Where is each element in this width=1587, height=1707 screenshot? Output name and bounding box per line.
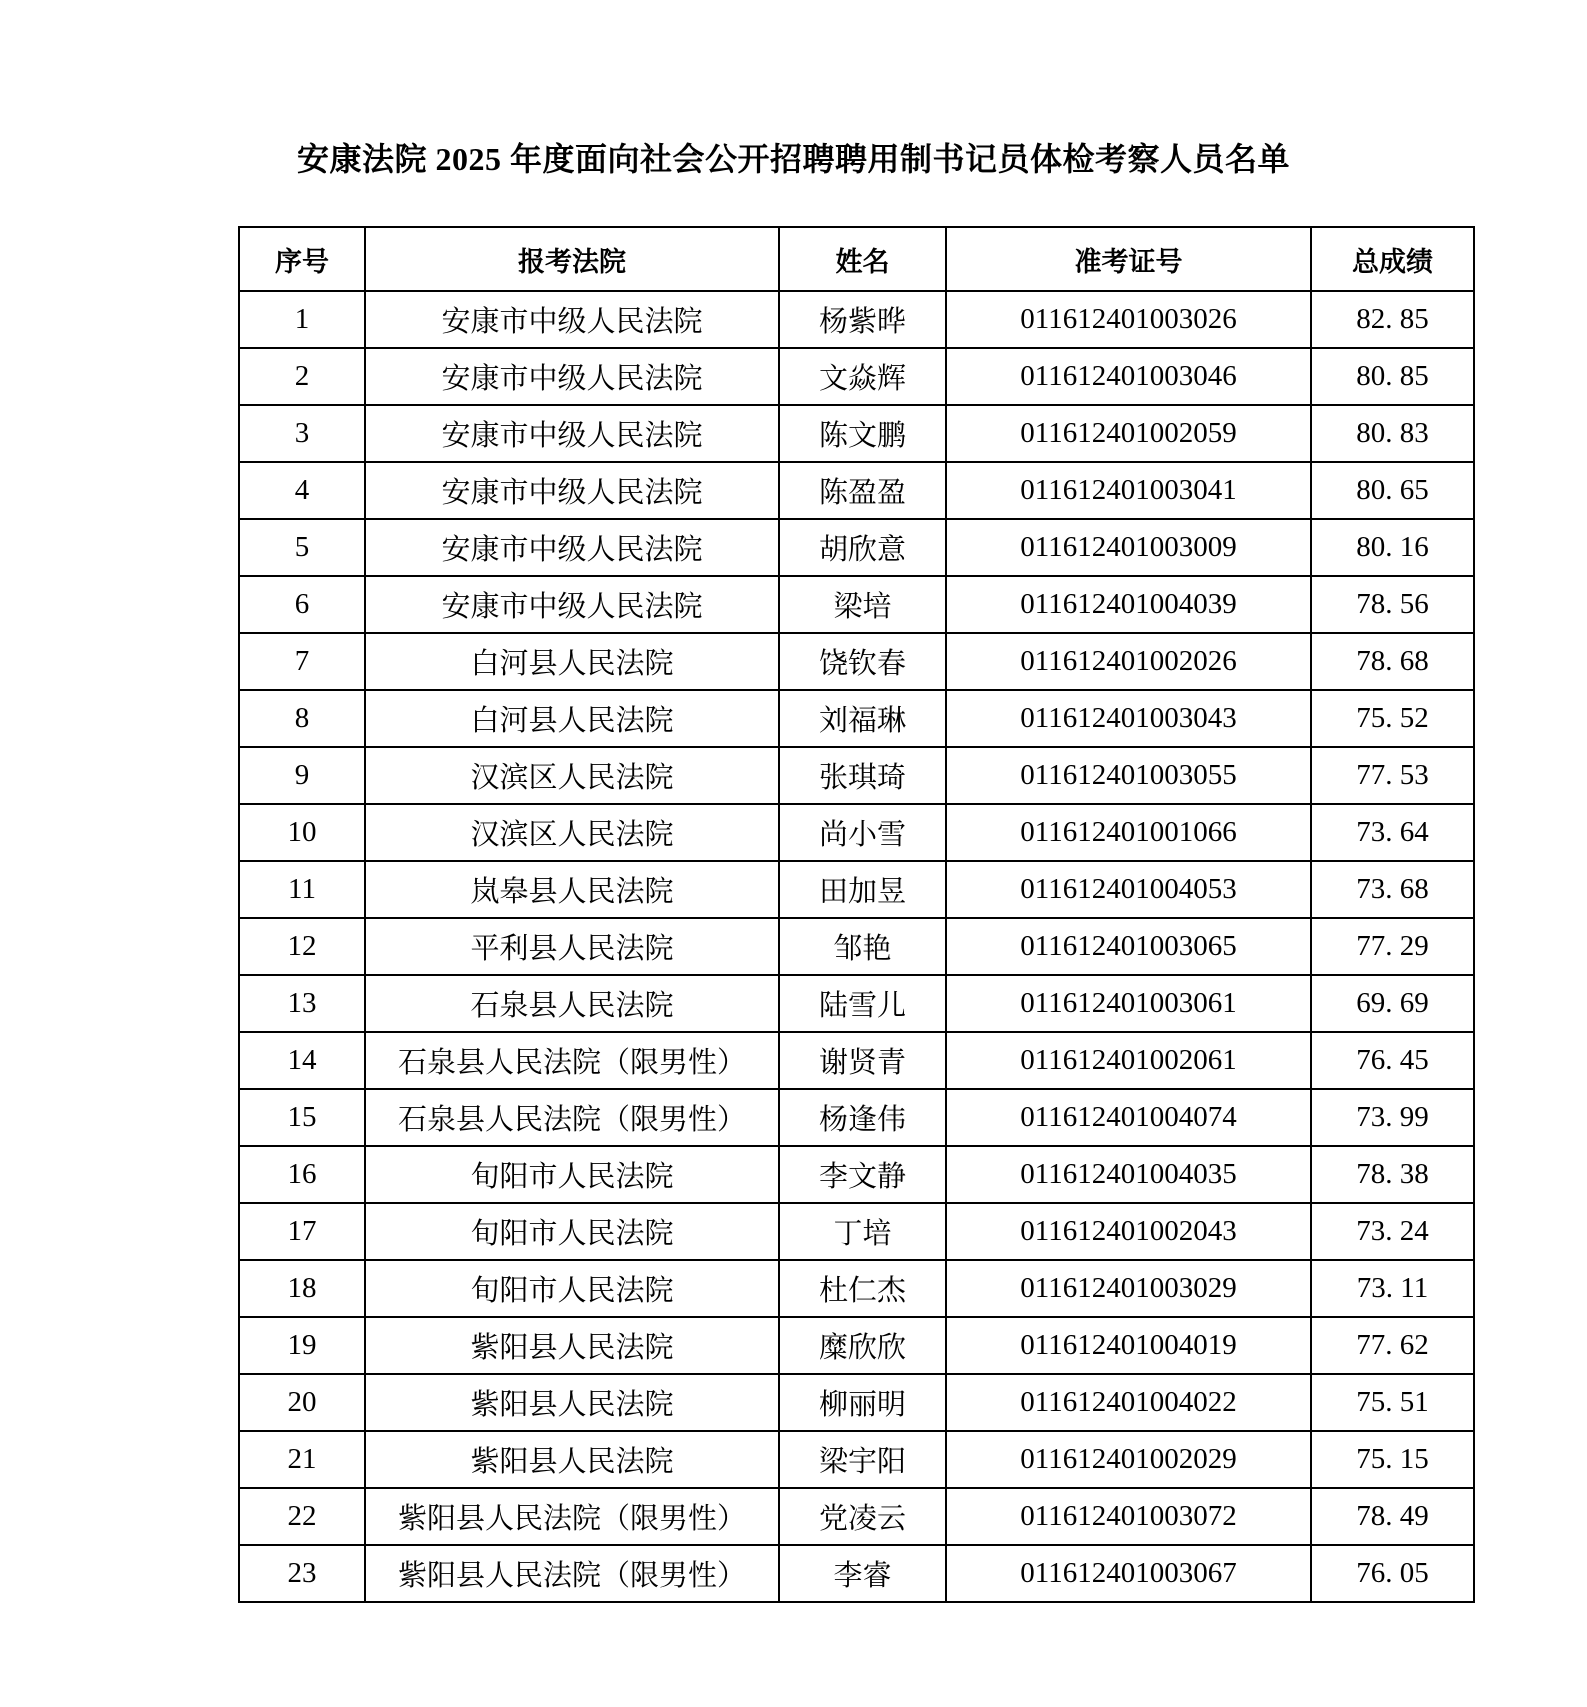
serial-number-cell: 2 <box>239 348 365 405</box>
court-applied-cell: 旬阳市人民法院 <box>365 1260 779 1317</box>
serial-number-cell: 22 <box>239 1488 365 1545</box>
table-row <box>239 1488 1474 1545</box>
column-header-name: 姓名 <box>779 227 946 291</box>
ticket-number-cell: 011612401001066 <box>946 804 1311 861</box>
total-score-cell: 75. 52 <box>1311 690 1474 747</box>
serial-number-cell: 20 <box>239 1374 365 1431</box>
table-row <box>239 576 1474 633</box>
name-cell: 梁宇阳 <box>779 1431 946 1488</box>
serial-number-cell: 11 <box>239 861 365 918</box>
ticket-number-cell: 011612401002029 <box>946 1431 1311 1488</box>
candidate-roster-table <box>238 226 1475 1603</box>
column-header-total-score: 总成绩 <box>1311 227 1474 291</box>
table-row <box>239 804 1474 861</box>
name-cell: 张琪琦 <box>779 747 946 804</box>
table-row <box>239 1203 1474 1260</box>
name-cell: 田加昱 <box>779 861 946 918</box>
ticket-number-cell: 011612401004039 <box>946 576 1311 633</box>
total-score-cell: 77. 29 <box>1311 918 1474 975</box>
court-applied-cell: 安康市中级人民法院 <box>365 462 779 519</box>
ticket-number-cell: 011612401004022 <box>946 1374 1311 1431</box>
total-score-cell: 73. 24 <box>1311 1203 1474 1260</box>
table-row <box>239 405 1474 462</box>
name-cell: 糜欣欣 <box>779 1317 946 1374</box>
table-row <box>239 1260 1474 1317</box>
court-applied-cell: 岚皋县人民法院 <box>365 861 779 918</box>
court-applied-cell: 紫阳县人民法院（限男性） <box>365 1488 779 1545</box>
document-title: 安康法院 2025 年度面向社会公开招聘聘用制书记员体检考察人员名单 <box>296 141 1290 177</box>
ticket-number-cell: 011612401002061 <box>946 1032 1311 1089</box>
ticket-number-cell: 011612401003029 <box>946 1260 1311 1317</box>
name-cell: 党凌云 <box>779 1488 946 1545</box>
name-cell: 丁培 <box>779 1203 946 1260</box>
ticket-number-cell: 011612401003065 <box>946 918 1311 975</box>
name-cell: 刘福琳 <box>779 690 946 747</box>
serial-number-cell: 10 <box>239 804 365 861</box>
table-row <box>239 975 1474 1032</box>
total-score-cell: 69. 69 <box>1311 975 1474 1032</box>
ticket-number-cell: 011612401002026 <box>946 633 1311 690</box>
serial-number-cell: 18 <box>239 1260 365 1317</box>
name-cell: 谢贤青 <box>779 1032 946 1089</box>
court-applied-cell: 平利县人民法院 <box>365 918 779 975</box>
name-cell: 胡欣意 <box>779 519 946 576</box>
serial-number-cell: 7 <box>239 633 365 690</box>
court-applied-cell: 紫阳县人民法院（限男性） <box>365 1545 779 1602</box>
ticket-number-cell: 011612401003061 <box>946 975 1311 1032</box>
total-score-cell: 77. 62 <box>1311 1317 1474 1374</box>
court-applied-cell: 石泉县人民法院（限男性） <box>365 1089 779 1146</box>
ticket-number-cell: 011612401004053 <box>946 861 1311 918</box>
court-applied-cell: 白河县人民法院 <box>365 690 779 747</box>
court-applied-cell: 紫阳县人民法院 <box>365 1431 779 1488</box>
name-cell: 杨逢伟 <box>779 1089 946 1146</box>
table-row <box>239 861 1474 918</box>
total-score-cell: 78. 49 <box>1311 1488 1474 1545</box>
court-applied-cell: 安康市中级人民法院 <box>365 348 779 405</box>
court-applied-cell: 安康市中级人民法院 <box>365 291 779 348</box>
total-score-cell: 75. 51 <box>1311 1374 1474 1431</box>
column-header-serial-number: 序号 <box>239 227 365 291</box>
court-applied-cell: 旬阳市人民法院 <box>365 1146 779 1203</box>
ticket-number-cell: 011612401003055 <box>946 747 1311 804</box>
total-score-cell: 73. 11 <box>1311 1260 1474 1317</box>
serial-number-cell: 12 <box>239 918 365 975</box>
court-applied-cell: 安康市中级人民法院 <box>365 405 779 462</box>
table-row <box>239 1374 1474 1431</box>
total-score-cell: 80. 83 <box>1311 405 1474 462</box>
name-cell: 梁培 <box>779 576 946 633</box>
table-header-row <box>239 227 1474 291</box>
serial-number-cell: 23 <box>239 1545 365 1602</box>
court-applied-cell: 汉滨区人民法院 <box>365 804 779 861</box>
total-score-cell: 76. 45 <box>1311 1032 1474 1089</box>
table-row <box>239 1545 1474 1602</box>
table-row <box>239 690 1474 747</box>
ticket-number-cell: 011612401003009 <box>946 519 1311 576</box>
ticket-number-cell: 011612401003046 <box>946 348 1311 405</box>
court-applied-cell: 白河县人民法院 <box>365 633 779 690</box>
court-applied-cell: 旬阳市人民法院 <box>365 1203 779 1260</box>
total-score-cell: 80. 85 <box>1311 348 1474 405</box>
total-score-cell: 73. 68 <box>1311 861 1474 918</box>
ticket-number-cell: 011612401004019 <box>946 1317 1311 1374</box>
table-row <box>239 1431 1474 1488</box>
total-score-cell: 73. 99 <box>1311 1089 1474 1146</box>
name-cell: 文焱辉 <box>779 348 946 405</box>
name-cell: 杨紫晔 <box>779 291 946 348</box>
serial-number-cell: 14 <box>239 1032 365 1089</box>
ticket-number-cell: 011612401002059 <box>946 405 1311 462</box>
serial-number-cell: 8 <box>239 690 365 747</box>
court-applied-cell: 紫阳县人民法院 <box>365 1317 779 1374</box>
table-row <box>239 747 1474 804</box>
serial-number-cell: 17 <box>239 1203 365 1260</box>
table-row <box>239 1032 1474 1089</box>
court-applied-cell: 石泉县人民法院 <box>365 975 779 1032</box>
total-score-cell: 80. 16 <box>1311 519 1474 576</box>
table-body <box>239 291 1474 1602</box>
name-cell: 李文静 <box>779 1146 946 1203</box>
total-score-cell: 78. 38 <box>1311 1146 1474 1203</box>
name-cell: 饶钦春 <box>779 633 946 690</box>
total-score-cell: 82. 85 <box>1311 291 1474 348</box>
ticket-number-cell: 011612401003067 <box>946 1545 1311 1602</box>
court-applied-cell: 安康市中级人民法院 <box>365 519 779 576</box>
table-row <box>239 1317 1474 1374</box>
column-header-ticket-number: 准考证号 <box>946 227 1311 291</box>
table-row <box>239 918 1474 975</box>
table-row <box>239 348 1474 405</box>
table-row <box>239 1089 1474 1146</box>
serial-number-cell: 5 <box>239 519 365 576</box>
name-cell: 李睿 <box>779 1545 946 1602</box>
ticket-number-cell: 011612401003043 <box>946 690 1311 747</box>
serial-number-cell: 15 <box>239 1089 365 1146</box>
name-cell: 陈文鹏 <box>779 405 946 462</box>
total-score-cell: 73. 64 <box>1311 804 1474 861</box>
table-row <box>239 291 1474 348</box>
serial-number-cell: 4 <box>239 462 365 519</box>
total-score-cell: 78. 56 <box>1311 576 1474 633</box>
name-cell: 陆雪儿 <box>779 975 946 1032</box>
serial-number-cell: 6 <box>239 576 365 633</box>
name-cell: 柳丽明 <box>779 1374 946 1431</box>
ticket-number-cell: 011612401004035 <box>946 1146 1311 1203</box>
column-header-court-applied: 报考法院 <box>365 227 779 291</box>
table-header <box>239 227 1474 291</box>
name-cell: 陈盈盈 <box>779 462 946 519</box>
total-score-cell: 80. 65 <box>1311 462 1474 519</box>
serial-number-cell: 21 <box>239 1431 365 1488</box>
serial-number-cell: 3 <box>239 405 365 462</box>
serial-number-cell: 1 <box>239 291 365 348</box>
table-row <box>239 462 1474 519</box>
court-applied-cell: 安康市中级人民法院 <box>365 576 779 633</box>
serial-number-cell: 13 <box>239 975 365 1032</box>
name-cell: 杜仁杰 <box>779 1260 946 1317</box>
table-row <box>239 519 1474 576</box>
court-applied-cell: 汉滨区人民法院 <box>365 747 779 804</box>
ticket-number-cell: 011612401003026 <box>946 291 1311 348</box>
total-score-cell: 77. 53 <box>1311 747 1474 804</box>
table-row <box>239 1146 1474 1203</box>
serial-number-cell: 16 <box>239 1146 365 1203</box>
serial-number-cell: 9 <box>239 747 365 804</box>
table-row <box>239 633 1474 690</box>
ticket-number-cell: 011612401003072 <box>946 1488 1311 1545</box>
ticket-number-cell: 011612401002043 <box>946 1203 1311 1260</box>
court-applied-cell: 紫阳县人民法院 <box>365 1374 779 1431</box>
ticket-number-cell: 011612401004074 <box>946 1089 1311 1146</box>
total-score-cell: 75. 15 <box>1311 1431 1474 1488</box>
name-cell: 尚小雪 <box>779 804 946 861</box>
serial-number-cell: 19 <box>239 1317 365 1374</box>
court-applied-cell: 石泉县人民法院（限男性） <box>365 1032 779 1089</box>
total-score-cell: 78. 68 <box>1311 633 1474 690</box>
name-cell: 邹艳 <box>779 918 946 975</box>
ticket-number-cell: 011612401003041 <box>946 462 1311 519</box>
total-score-cell: 76. 05 <box>1311 1545 1474 1602</box>
